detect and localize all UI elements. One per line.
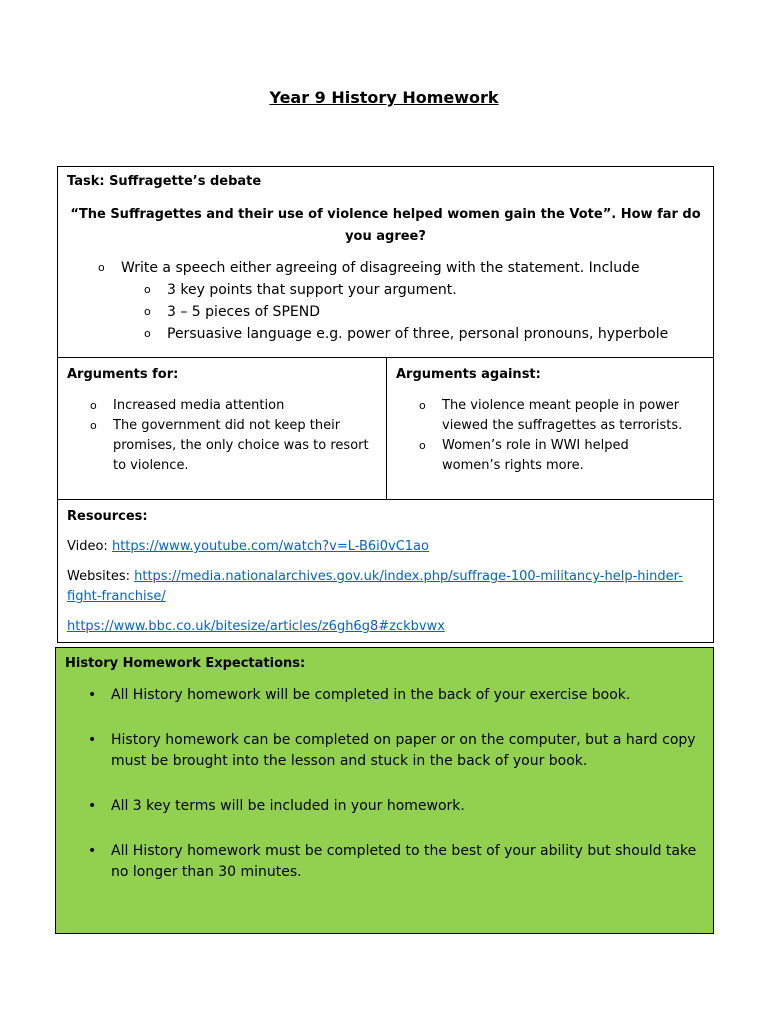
expectations-list [88,685,703,907]
circle-bullet-icon: o [98,261,105,274]
list-item [88,685,703,706]
expectations-section [55,647,714,934]
bullet-icon: • [88,843,97,859]
circle-bullet-icon: o [90,399,97,412]
list-item [90,416,375,476]
sub-item-text: 3 – 5 pieces of SPEND [167,304,320,320]
list-item [98,257,668,279]
instruction-text: Write a speech either agreeing of disagreeing with the statement. Include [121,260,640,276]
sub-item-text: 3 key points that support your argument. [167,282,457,298]
arguments-for-column [58,358,386,499]
bullet-icon: • [88,687,97,703]
task-label: Task: Suffragette’s debate [67,174,262,189]
page-title: Year 9 History Homework [269,88,499,107]
circle-bullet-icon: o [90,419,97,432]
circle-bullet-icon: o [419,399,426,412]
list-item [88,841,703,883]
list-item [419,396,689,436]
expectation-text: History homework can be completed on paper or on the computer, but a hard copy must be brought into the lesson and stuck in the back of your book. [111,732,696,769]
sub-item-text: Persuasive language e.g. power of three, personal pronouns, hyperbole [167,326,669,342]
bullet-icon: • [88,732,97,748]
argument-text: Women’s role in WWI helped women’s rights more. [442,438,629,473]
list-item [88,730,703,772]
video-resource [67,537,704,557]
list-item [90,396,375,416]
national-archives-link[interactable]: https://media.nationalarchives.gov.uk/index.php/suffrage-100-militancy-help-hinder-fight-franchise/ [67,569,683,604]
resources-heading: Resources: [67,509,148,524]
expectations-heading: History Homework Expectations: [65,656,306,671]
task-question: “The Suffragettes and their use of violence helped women gain the Vote”. How far do you agree? [70,207,701,244]
arguments-against-column [387,358,713,499]
argument-text: Increased media attention [113,398,285,413]
website-resource [67,617,704,637]
websites-label: Websites: [67,569,130,584]
website-resource [67,567,704,607]
circle-bullet-icon: o [144,283,151,296]
circle-bullet-icon: o [419,439,426,452]
bullet-icon: • [88,798,97,814]
task-instructions [98,257,668,345]
bbc-bitesize-link[interactable]: https://www.bbc.co.uk/bitesize/articles/z6gh6g8#zckbvwx [67,619,445,634]
arguments-against-heading: Arguments against: [396,367,541,382]
video-link[interactable]: https://www.youtube.com/watch?v=L-B6i0vC1ao [111,539,429,554]
list-item [419,436,689,476]
argument-text: The government did not keep their promises, the only choice was to resort to violence. [113,418,369,473]
circle-bullet-icon: o [144,305,151,318]
circle-bullet-icon: o [144,327,151,340]
list-item [88,796,703,817]
argument-text: The violence meant people in power viewed the suffragettes as terrorists. [442,398,683,433]
expectation-text: All 3 key terms will be included in your homework. [111,798,465,814]
arguments-against-list [419,396,689,476]
arguments-section [57,357,714,500]
expectation-text: All History homework will be completed in the back of your exercise book. [111,687,631,703]
video-label: Video: [67,539,108,554]
arguments-for-heading: Arguments for: [67,367,179,382]
task-section [57,166,714,358]
expectation-text: All History homework must be completed to the best of your ability but should take no longer than 30 minutes. [111,843,697,880]
resources-section [57,499,714,643]
list-item [98,323,668,345]
list-item [98,279,668,301]
list-item [98,301,668,323]
arguments-for-list [90,396,375,476]
